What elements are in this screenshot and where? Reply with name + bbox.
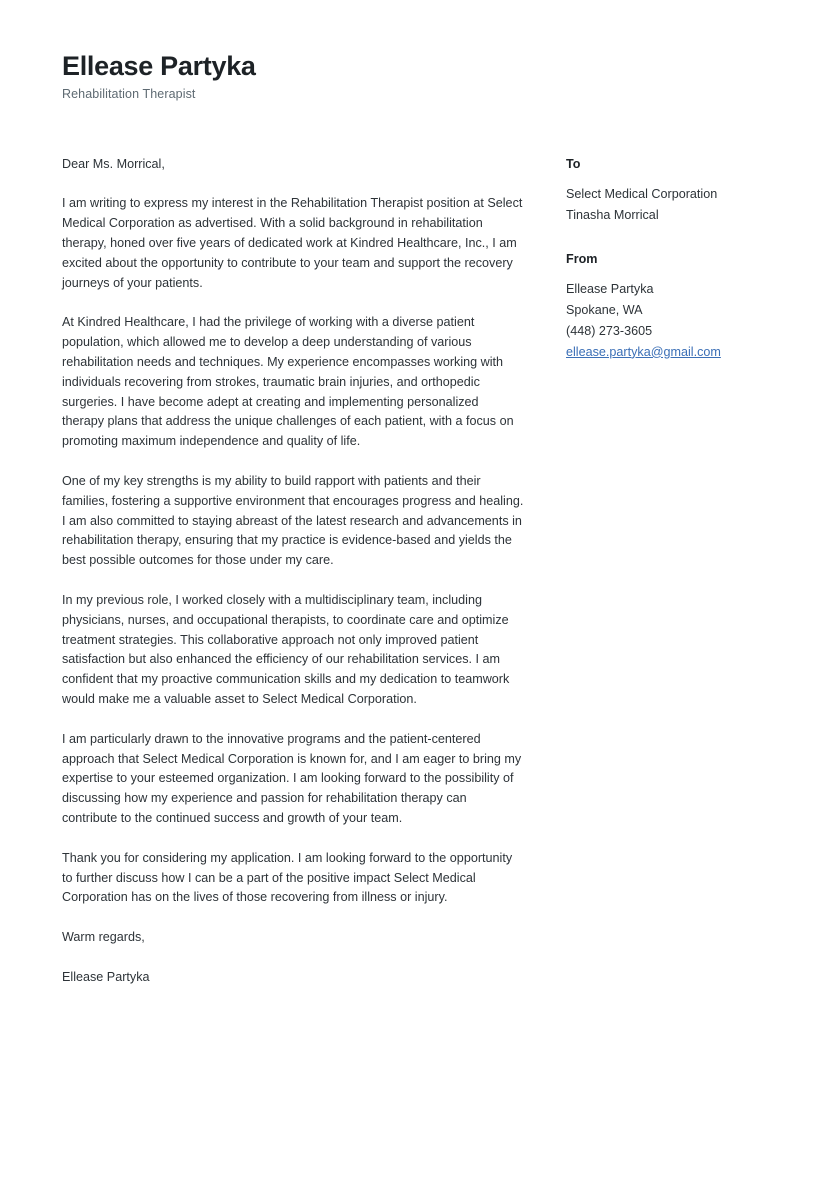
letter-signature: Ellease Partyka	[62, 969, 150, 984]
letter-paragraph: I am particularly drawn to the innovative programs and the patient-centered approach that Select Medical Corporation is known for, and I am eager to bring my expertise to your esteemed organization. I am looking forward to the possibility of discussing how my experience and passion for rehabilitation therapy can contribute to the continued success and growth of your team.	[62, 731, 522, 825]
letter-closing: Warm regards,	[62, 930, 145, 945]
recipient-contact: Tinasha Morrical	[566, 207, 659, 222]
sender-heading: From	[566, 251, 598, 266]
meta-column	[524, 145, 771, 389]
document-body	[62, 145, 771, 988]
sender-name: Ellease Partyka	[566, 281, 654, 296]
page-title: Ellease Partyka	[62, 51, 256, 81]
recipient-heading: To	[566, 156, 581, 171]
recipient-block	[566, 157, 771, 226]
sender-location: Spokane, WA	[566, 302, 643, 317]
salutation: Dear Ms. Morrical,	[62, 156, 165, 171]
letter-paragraph: In my previous role, I worked closely with a multidisciplinary team, including physicians, nurses, and occupational therapists, to coordinate care and optimize treatment strategies. This collaborative approach not only improved patient satisfaction but also enhanced the efficiency of our rehabilitation services. I am confident that my proactive communication skills and my dedication to teamwork would make me a valuable asset to Select Medical Corporation.	[62, 593, 510, 707]
letter-column	[62, 145, 524, 988]
letter-paragraph: At Kindred Healthcare, I had the privilege of working with a diverse patient population, which allowed me to develop a deep understanding of various rehabilitation needs and techniques. My experience encompasses working with individuals recovering from strokes, traumatic brain injuries, and orthopedic surgeries. I have become adept at creating and implementing personalized therapy plans that address the unique challenges of each patient, with a focus on promoting maximum independence and quality of life.	[62, 315, 514, 449]
document-header	[62, 52, 771, 101]
sender-block	[566, 252, 771, 363]
letter-paragraph: I am writing to express my interest in the Rehabilitation Therapist position at Select Medical Corporation as advertised. With a solid background in rehabilitation therapy, honed over five years of dedicated work at Kindred Healthcare, Inc., I am excited about the opportunity to contribute to your team and support the recovery journeys of your patients.	[62, 196, 523, 290]
recipient-company: Select Medical Corporation	[566, 186, 718, 201]
sender-phone: (448) 273-3605	[566, 323, 653, 338]
sender-email-link[interactable]: ellease.partyka@gmail.com	[566, 344, 721, 359]
letter-paragraph: One of my key strengths is my ability to build rapport with patients and their families, fostering a supportive environment that encourages progress and healing. I am also committed to staying abreast of the latest research and advancements in rehabilitation therapy, ensuring that my practice is evidence-based and yields the best possible outcomes for those under my care.	[62, 474, 524, 568]
letter-paragraph: Thank you for considering my application. I am looking forward to the opportunity to further discuss how I can be a part of the positive impact Select Medical Corporation has on the lives of those recovering from illness or injury.	[62, 850, 513, 905]
candidate-job-title: Rehabilitation Therapist	[62, 86, 196, 101]
